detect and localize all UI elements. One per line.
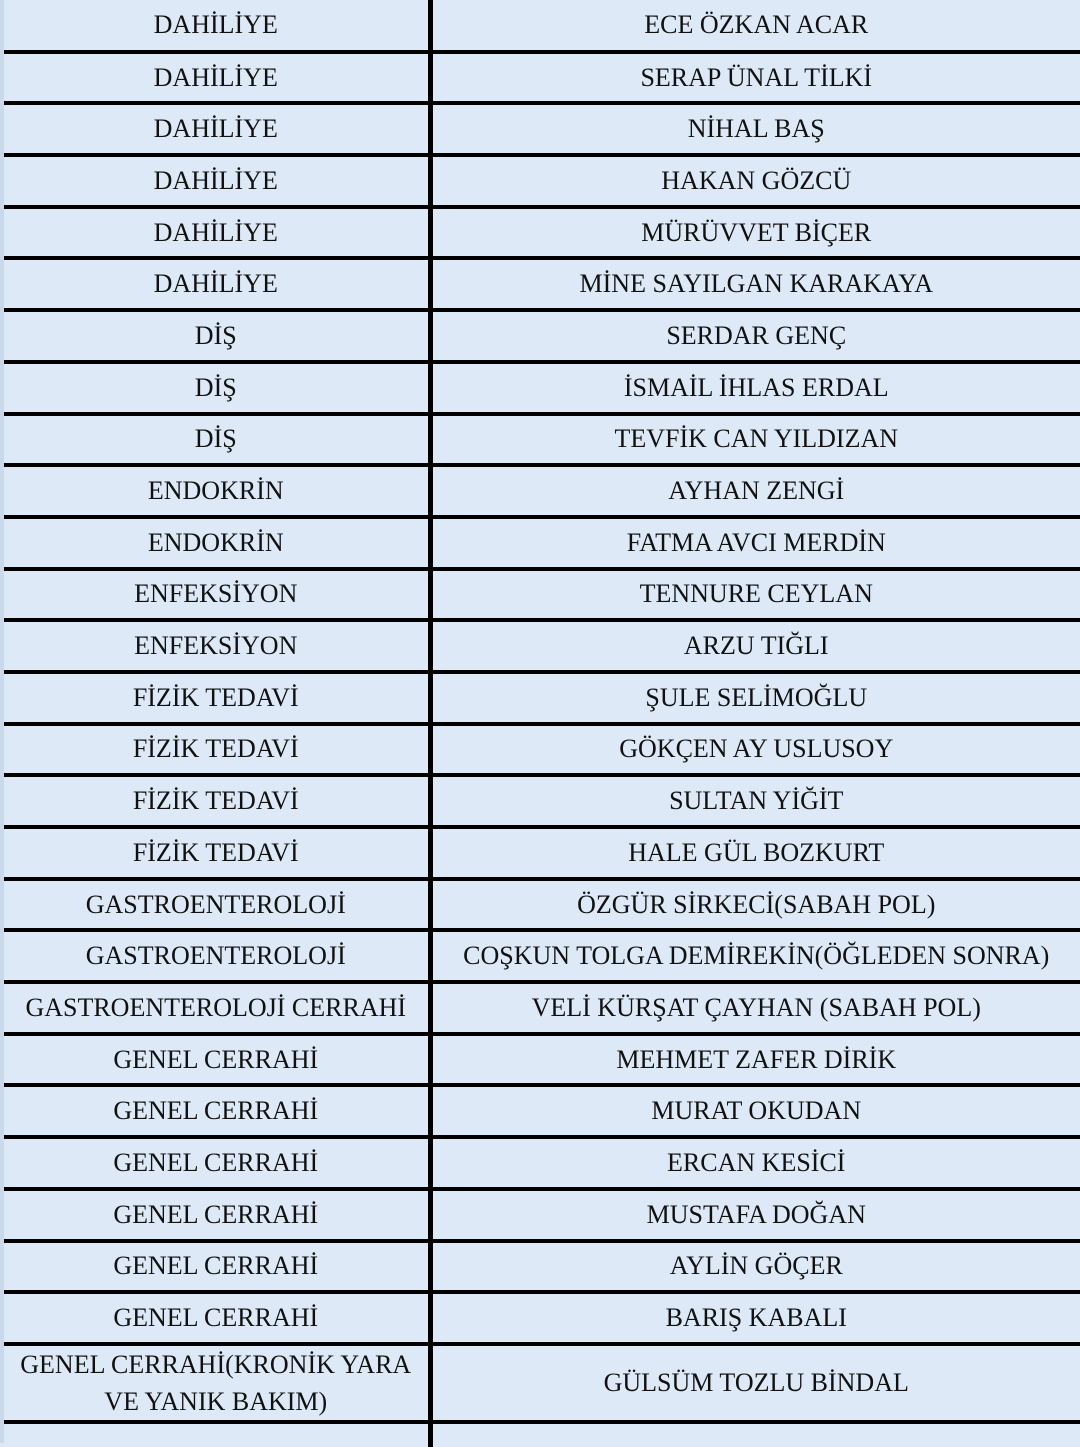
table-row bbox=[4, 672, 1080, 724]
table-row bbox=[4, 362, 1080, 414]
doctor-cell: FATMA AVCI MERDİN bbox=[430, 517, 1080, 569]
table-row bbox=[4, 52, 1080, 104]
department-cell bbox=[4, 1422, 430, 1447]
department-cell: GASTROENTEROLOJİ bbox=[4, 930, 430, 982]
doctor-cell bbox=[430, 1422, 1080, 1447]
doctor-cell: VELİ KÜRŞAT ÇAYHAN (SABAH POL) bbox=[430, 982, 1080, 1034]
doctor-cell: MEHMET ZAFER DİRİK bbox=[430, 1034, 1080, 1086]
table-row bbox=[4, 1034, 1080, 1086]
department-cell: DİŞ bbox=[4, 310, 430, 362]
doctor-table bbox=[4, 0, 1080, 1447]
doctor-cell: TENNURE CEYLAN bbox=[430, 569, 1080, 621]
department-cell: GENEL CERRAHİ(KRONİK YARA VE YANIK BAKIM) bbox=[4, 1344, 430, 1422]
doctor-cell: MİNE SAYILGAN KARAKAYA bbox=[430, 258, 1080, 310]
department-cell: ENFEKSİYON bbox=[4, 620, 430, 672]
department-cell: ENDOKRİN bbox=[4, 465, 430, 517]
table-row bbox=[4, 879, 1080, 931]
department-cell: FİZİK TEDAVİ bbox=[4, 775, 430, 827]
department-cell: FİZİK TEDAVİ bbox=[4, 827, 430, 879]
department-cell: GENEL CERRAHİ bbox=[4, 1034, 430, 1086]
doctor-cell: ARZU TIĞLI bbox=[430, 620, 1080, 672]
doctor-cell: AYLİN GÖÇER bbox=[430, 1241, 1080, 1293]
table-row bbox=[4, 1085, 1080, 1137]
department-cell: DAHİLİYE bbox=[4, 207, 430, 259]
table-row bbox=[4, 724, 1080, 776]
doctor-cell: NİHAL BAŞ bbox=[430, 103, 1080, 155]
doctor-cell: TEVFİK CAN YILDIZAN bbox=[430, 414, 1080, 466]
doctor-cell: ÖZGÜR SİRKECİ(SABAH POL) bbox=[430, 879, 1080, 931]
doctor-cell: ECE ÖZKAN ACAR bbox=[644, 9, 869, 39]
table-row bbox=[4, 1241, 1080, 1293]
table-row bbox=[4, 207, 1080, 259]
table-row bbox=[4, 930, 1080, 982]
doctor-cell: GÖKÇEN AY USLUSOY bbox=[430, 724, 1080, 776]
table-row bbox=[4, 155, 1080, 207]
table-row bbox=[4, 0, 1080, 52]
doctor-cell: MUSTAFA DOĞAN bbox=[430, 1189, 1080, 1241]
doctor-cell: MÜRÜVVET BİÇER bbox=[430, 207, 1080, 259]
doctor-cell: MURAT OKUDAN bbox=[430, 1085, 1080, 1137]
table-row bbox=[4, 1189, 1080, 1241]
doctor-cell: İSMAİL İHLAS ERDAL bbox=[430, 362, 1080, 414]
department-cell: DİŞ bbox=[4, 414, 430, 466]
department-cell: DAHİLİYE bbox=[4, 155, 430, 207]
table-row bbox=[4, 827, 1080, 879]
doctor-cell: ERCAN KESİCİ bbox=[430, 1137, 1080, 1189]
department-cell: GASTROENTEROLOJİ CERRAHİ bbox=[4, 982, 430, 1034]
department-cell: GENEL CERRAHİ bbox=[4, 1292, 430, 1344]
department-cell: GENEL CERRAHİ bbox=[4, 1085, 430, 1137]
department-cell: GENEL CERRAHİ bbox=[4, 1137, 430, 1189]
department-cell: DAHİLİYE bbox=[4, 258, 430, 310]
doctor-cell: SERDAR GENÇ bbox=[430, 310, 1080, 362]
department-cell: GASTROENTEROLOJİ bbox=[4, 879, 430, 931]
table-body bbox=[4, 0, 1080, 1447]
table-row bbox=[4, 465, 1080, 517]
table-row-partial bbox=[4, 1422, 1080, 1447]
table-row bbox=[4, 775, 1080, 827]
department-cell: DİŞ bbox=[4, 362, 430, 414]
table-row bbox=[4, 414, 1080, 466]
doctor-cell: GÜLSÜM TOZLU BİNDAL bbox=[430, 1344, 1080, 1422]
table-row bbox=[4, 982, 1080, 1034]
doctor-cell: SERAP ÜNAL TİLKİ bbox=[430, 52, 1080, 104]
department-cell: FİZİK TEDAVİ bbox=[4, 724, 430, 776]
doctor-cell: BARIŞ KABALI bbox=[430, 1292, 1080, 1344]
doctor-cell: COŞKUN TOLGA DEMİREKİN(ÖĞLEDEN SONRA) bbox=[430, 930, 1080, 982]
department-cell: DAHİLİYE bbox=[4, 0, 430, 52]
table-row bbox=[4, 1137, 1080, 1189]
doctor-cell: HALE GÜL BOZKURT bbox=[430, 827, 1080, 879]
doctor-cell: HAKAN GÖZCÜ bbox=[430, 155, 1080, 207]
table-row bbox=[4, 1292, 1080, 1344]
department-cell: ENFEKSİYON bbox=[4, 569, 430, 621]
table-row bbox=[4, 517, 1080, 569]
table-row bbox=[4, 1344, 1080, 1422]
doctor-cell: AYHAN ZENGİ bbox=[430, 465, 1080, 517]
department-cell: ENDOKRİN bbox=[4, 517, 430, 569]
department-cell: FİZİK TEDAVİ bbox=[4, 672, 430, 724]
table-row bbox=[4, 258, 1080, 310]
department-cell: GENEL CERRAHİ bbox=[4, 1241, 430, 1293]
table-row bbox=[4, 620, 1080, 672]
department-cell: DAHİLİYE bbox=[4, 103, 430, 155]
doctor-cell: SULTAN YİĞİT bbox=[430, 775, 1080, 827]
doctor-cell: ŞULE SELİMOĞLU bbox=[430, 672, 1080, 724]
table-row bbox=[4, 103, 1080, 155]
table-row bbox=[4, 310, 1080, 362]
table-row bbox=[4, 569, 1080, 621]
department-cell: GENEL CERRAHİ bbox=[4, 1189, 430, 1241]
department-cell: DAHİLİYE bbox=[4, 52, 430, 104]
